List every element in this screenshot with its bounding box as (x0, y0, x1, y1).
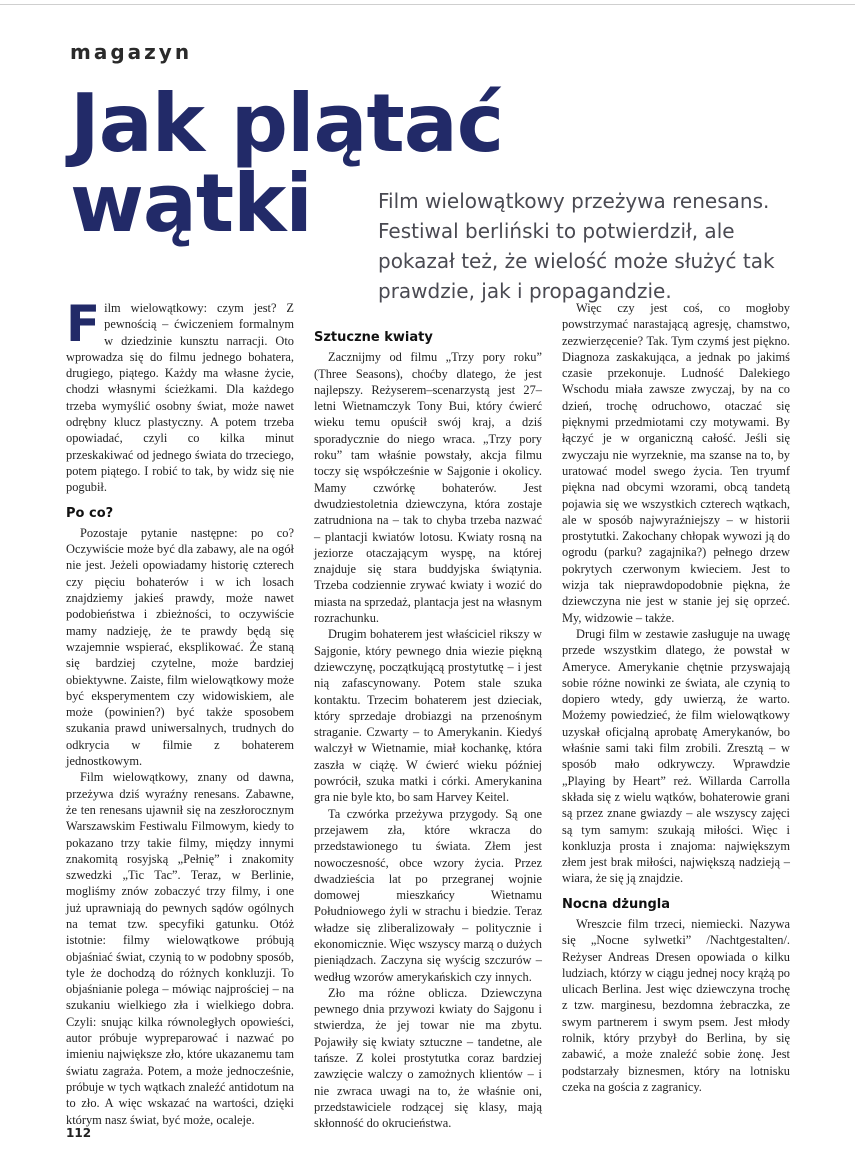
paragraph: Wreszcie film trzeci, niemiecki. Nazywa się „Nocne sylwetki” /Nachtgestalten/. Reżyser Andreas Dresen opowiada o kilku ludziach, którzy w ciągu jednej nocy krążą po ulicach Berlina. Jest więc dziewczyna trochę z tzw. marginesu, bezdomna żebraczka, ze swym partnerem i swym psem. Jest młody rolnik, który przybył do Berlina, by się zabawić, a może znaleźć sobie żonę. Jest podstarzały biznesmen, który na lotnisku czeka na gościa z zagranicy. (562, 916, 790, 1094)
paragraph: Film wielowątkowy, znany od dawna, przeżywa dziś wyraźny renesans. Zabawne, że ten renesans ujawnił się na zeszłorocznym Warszawskim Festiwalu Filmowym, kiedy to pokazano trzy takie filmy, między innymi znakomitą rosyjską „Pełnię” i znakomity szwedzki „Tic Tac”. Teraz, w Berlinie, mogliśmy znów zobaczyć trzy filmy, i one już uprawniają do pewnych sądów ogólnych na temat tzw. specyfiki gatunku. Otóż istotnie: filmy wielowątkowe próbują objaśniać świat, czynią to w podobny sposób, tyle że dochodzą do różnych konkluzji. To objaśnianie polega – mówiąc najprościej – na szukaniu wielkiego zła i wielkiego dobra. Czyli: snując kilka równoległych opowieści, autor próbuje wypreparować i nazwać po imieniu największe zło, które ukazanemu tam światu zagraża. Potem, a może jednocześnie, próbuje w tych wątkach znaleźć antidotum na to zło. A więc wskazać na wartości, dzięki którym nasz świat, być może, ocaleje. (66, 770, 294, 1127)
paragraph: Drugi film w zestawie zasługuje na uwagę przede wszystkim dlatego, że powstał w Ameryce. Amerykanie chętnie przyswajają sobie różne nowinki ze świata, ale czynią to dopiero wtedy, gdy uwierzą, że warto. Możemy powiedzieć, że film wielowątkowy uzyskał oficjalną aprobatę Amerykanów, bo właśnie sami taki film zrobili. Zresztą – w sposób mało odkrywczy. Wprawdzie „Playing by Heart” reż. Willarda Carrolla składa się z wielu wątków, bohaterowie grani są przez znane gwiazdy – ale wszyscy zajęci są tym samym: szukają miłości. Więc i konkluzja prosta i znajoma: największym złem jest brak miłości, największą nadzieją – wiara, że się ją znajdzie. (562, 626, 790, 886)
drop-cap: F (66, 295, 101, 353)
paragraph: Więc czy jest coś, co mogłoby powstrzymać narastającą agresję, chamstwo, zezwierzęcenie? Tak. Tym czymś jest piękno. Diagnoza zaskakująca, a jednak po jakimś czasie przekonuje. Ludność Dalekiego Wschodu miała zawsze zwyczaj, by na co dzień, trochę odruchowo, otaczać się pięknymi przedmiotami czy motywami. By łączyć je w organiczną całość. Jeśli się zwyczaju nie wyrzeknie, ma szanse na to, by uratować model swego życia. Ten tryumf piękna nad obcymi wzorami, obcą tandetą pojawia się we wszystkich czterech wątkach, ale w sposób najwyraźniejszy – w historii prostytutki. Zakochany chłopak wywozi ją do ogrodu (parku? zagajnika?) pełnego drzew pokrytych czerwonym kwieciem. Jest to wizja tak nieprawdopodobnie piękna, że dziewczyna nie jest w stanie jej się oprzeć. My, widzowie – także. (562, 301, 790, 625)
paragraph: Zacznijmy od filmu „Trzy pory roku” (Three Seasons), choćby dlatego, że jest najlepszy. Reżyserem–scenarzystą jest 27–letni Wietnamczyk Tony Bui, który ćwierć wieku temu opuścił swój kraj, a dziś sporadycznie do niego wraca. „Trzy pory roku” tam właśnie powstały, akcja filmu toczy się współcześnie w Sajgonie i okolicy. Mamy czwórkę bohaterów. Jest dwudziestoletnia dziewczyna, która zostaje zatrudniona na – tak to chyba trzeba nazwać – plantacji kwiatów lotosu. Kwiaty rosną na jeziorze otaczającym wyspę, na której znajduje się stara buddyjska świątynia. Trzeba codziennie zrywać kwiaty i wozić do miasta na sprzedaż, plantacja jest na własnym rozrachunku. (314, 350, 542, 626)
paragraph: Zło ma różne oblicza. Dziewczyna pewnego dnia przywozi kwiaty do Sajgonu i stwierdza, że jej towar nie ma zbytu. Pojawiły się kwiaty sztuczne – tandetne, ale tańsze. Z kolei prostytutka coraz bardziej zawzięcie walczy o zamożnych klientów – i nie zwraca uwagi na to, że właśnie oni, przedstawiciele rodzącej się klasy, mają skłonność do okrucieństwa. (314, 985, 542, 1131)
top-rule (0, 4, 855, 5)
section-label: magazyn (70, 40, 193, 64)
lead-paragraph: Film wielowątkowy przeżywa renesans. Festiwal berliński to potwierdził, ale pokazał też, że wielość może służyć tak prawdzie, jak i propagandzie. (378, 189, 775, 303)
paragraph: Drugim bohaterem jest właściciel rikszy w Sajgonie, który pewnego dnia wiezie piękną dziewczynę, początkującą prostytutkę – i jest nią zafascynowany. Potem stale szuka kontaktu. Trzecim bohaterem jest dzieciak, który sprzedaje drobiazgi na przenośnym straganie. Czwarty – to Amerykanin. Kiedyś walczył w Wietnamie, miał kochankę, która zaszła w ciążę. W ćwierć wieku później powrócił, szuka matki i córki. Amerykanina gra nie byle kto, bo sam Harvey Keitel. (314, 627, 542, 805)
page-number: 112 (66, 1126, 92, 1140)
subheading-nocna-dzungla: Nocna dżungla (562, 896, 670, 912)
paragraph: Pozostaje pytanie następne: po co? Oczywiście może być dla zabawy, ale na ogół nie jest. Jeżeli opowiadamy historię czterech czy pięciu bohaterów i w ich losach znajdziemy jakieś prawdy, może nawet podobieństwa i zbieżności, to oczywiście mamy nadzieję, że te prawdy będą się wzajemnie wspierać, eksplikować. Że staną się bardziej czytelne, może bardziej obiektywne. Zaiste, film wielowątkowy może być eksperymentem czy widowiskiem, ale może (powinien?) być także sposobem szukania prawd uniwersalnych, trudnych do odkrycia w filmie z bohaterem jednostkowym. (66, 525, 294, 769)
subheading-po-co: Po co? (66, 505, 114, 521)
column-3 (562, 300, 790, 1095)
paragraph: Ta czwórka przeżywa przygody. Są one przejawem zła, które wkracza do przedstawionego tu świata. Złem jest nowoczesność, obce wzory życia. Przez dwadzieścia lat po przegranej wojnie domowej mieszkańcy Wietnamu Południowego żyli w strachu i biedzie. Teraz władze się zliberalizowały – politycznie i ekonomicznie. Więc wszyscy marzą o dużych pieniądzach. Zaczyna się wyścig szczurów – według wzorów amerykańskich czy innych. (314, 806, 542, 984)
intro-paragraph (66, 295, 294, 496)
subheading-sztuczne-kwiaty: Sztuczne kwiaty (314, 330, 433, 345)
intro-text: ilm wielowątkowy: czym jest? Z pewnością – ćwiczeniem formalnym w dziedzinie kunsztu narracji. Oto wprowadza się do filmu jednego bohatera, drugiego, piątego. Każdy ma własne życie, chodzi własnymi ścieżkami. Dla każdego trzeba wymyślić osobny świat, może nawet odrębny klucz plastyczny. A potem trzeba opowiadać, czyli co kilka minut przeskakiwać od jednego świata do trzeciego, potem piątego. I robić to tak, by widz się nie pogubił. (66, 301, 294, 495)
title-line-2: wątki (70, 157, 312, 250)
title-line-1: Jak plątać (70, 77, 504, 170)
column-1 (66, 295, 294, 1128)
column-2 (314, 330, 542, 1132)
